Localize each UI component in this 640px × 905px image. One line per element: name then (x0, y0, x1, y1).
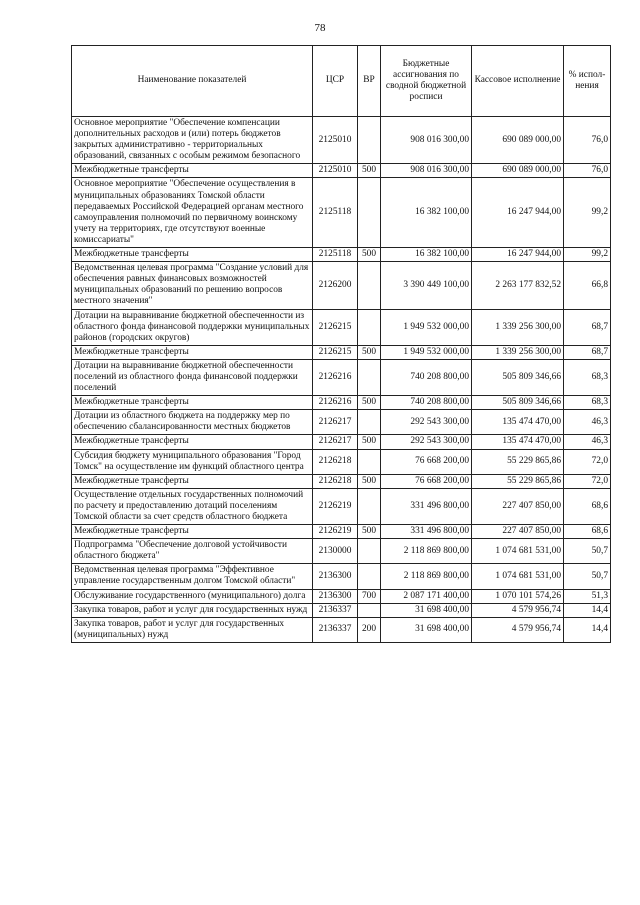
table-row (72, 474, 611, 488)
row-csr: 2126215 (313, 345, 358, 359)
row-execution: 2 263 177 832,52 (472, 262, 564, 309)
row-vr: 500 (358, 164, 381, 178)
row-budget: 908 016 300,00 (381, 117, 472, 164)
row-execution: 135 474 470,00 (472, 410, 564, 435)
row-csr: 2126219 (313, 525, 358, 539)
row-budget: 908 016 300,00 (381, 164, 472, 178)
row-name: Дотации на выравнивание бюджетной обеспеченности из областного фонда финансовой поддержки муниципальных районов (городских округов) (72, 309, 313, 345)
row-budget: 2 118 869 800,00 (381, 564, 472, 589)
row-execution: 1 339 256 300,00 (472, 345, 564, 359)
row-vr: 500 (358, 345, 381, 359)
table-row (72, 164, 611, 178)
row-vr (358, 410, 381, 435)
row-vr (358, 309, 381, 345)
row-percent: 76,0 (564, 164, 611, 178)
header-csr: ЦСР (313, 46, 358, 117)
row-percent: 51,3 (564, 589, 611, 603)
row-csr: 2130000 (313, 539, 358, 564)
row-name: Межбюджетные трансферты (72, 345, 313, 359)
row-vr: 500 (358, 435, 381, 449)
table-body (72, 117, 611, 643)
row-csr: 2126215 (313, 309, 358, 345)
row-budget: 76 668 200,00 (381, 474, 472, 488)
row-vr: 500 (358, 474, 381, 488)
row-name: Основное мероприятие "Обеспечение осуществления в муниципальных образованиях Томской области передаваемых Российской Федерацией органам местного самоуправления полномочий по первичному воинскому учету на территориях, где отсутствуют военные комиссариаты" (72, 178, 313, 248)
row-execution: 505 809 346,66 (472, 396, 564, 410)
row-name: Ведомственная целевая программа "Создание условий для обеспечения равных финансовых возможностей муниципальных образований по решению вопросов местного значения" (72, 262, 313, 309)
row-percent: 66,8 (564, 262, 611, 309)
row-vr: 200 (358, 617, 381, 642)
row-percent: 68,6 (564, 488, 611, 524)
row-budget: 1 949 532 000,00 (381, 309, 472, 345)
row-execution: 55 229 865,86 (472, 474, 564, 488)
row-vr: 500 (358, 248, 381, 262)
table-row (72, 488, 611, 524)
row-execution: 1 070 101 574,26 (472, 589, 564, 603)
row-name: Основное мероприятие "Обеспечение компенсации дополнительных расходов и (или) потерь бюджетов закрытых административно - территориальных образований, связанных с особым режимом безопасного (72, 117, 313, 164)
row-percent: 76,0 (564, 117, 611, 164)
row-csr: 2126219 (313, 488, 358, 524)
row-csr: 2136337 (313, 603, 358, 617)
row-execution: 1 074 681 531,00 (472, 564, 564, 589)
row-vr (358, 262, 381, 309)
row-budget: 16 382 100,00 (381, 178, 472, 248)
row-budget: 3 390 449 100,00 (381, 262, 472, 309)
row-budget: 331 496 800,00 (381, 525, 472, 539)
table-row (72, 435, 611, 449)
row-csr: 2126217 (313, 435, 358, 449)
row-name: Межбюджетные трансферты (72, 248, 313, 262)
table-row (72, 589, 611, 603)
row-vr (358, 359, 381, 395)
table-row (72, 564, 611, 589)
row-budget: 292 543 300,00 (381, 410, 472, 435)
row-execution: 55 229 865,86 (472, 449, 564, 474)
row-budget: 16 382 100,00 (381, 248, 472, 262)
row-name: Дотации на выравнивание бюджетной обеспеченности поселений из областного фонда финансовой поддержки поселений (72, 359, 313, 395)
row-vr (358, 539, 381, 564)
row-execution: 135 474 470,00 (472, 435, 564, 449)
row-name: Межбюджетные трансферты (72, 435, 313, 449)
row-csr: 2126216 (313, 359, 358, 395)
page-number: 78 (314, 22, 326, 34)
row-name: Межбюджетные трансферты (72, 474, 313, 488)
row-vr: 500 (358, 525, 381, 539)
row-execution: 227 407 850,00 (472, 488, 564, 524)
table-row (72, 178, 611, 248)
row-budget: 331 496 800,00 (381, 488, 472, 524)
row-percent: 68,3 (564, 359, 611, 395)
row-budget: 740 208 800,00 (381, 396, 472, 410)
row-percent: 50,7 (564, 564, 611, 589)
row-execution: 4 579 956,74 (472, 617, 564, 642)
row-csr: 2125118 (313, 178, 358, 248)
row-csr: 2136337 (313, 617, 358, 642)
row-csr: 2126217 (313, 410, 358, 435)
table-row (72, 449, 611, 474)
table-row (72, 603, 611, 617)
row-vr (358, 117, 381, 164)
row-budget: 2 087 171 400,00 (381, 589, 472, 603)
row-percent: 68,3 (564, 396, 611, 410)
row-budget: 31 698 400,00 (381, 617, 472, 642)
row-vr (358, 449, 381, 474)
row-percent: 68,7 (564, 309, 611, 345)
row-vr: 500 (358, 396, 381, 410)
row-percent: 46,3 (564, 435, 611, 449)
row-execution: 4 579 956,74 (472, 603, 564, 617)
table-row (72, 410, 611, 435)
row-execution: 16 247 944,00 (472, 178, 564, 248)
budget-execution-table (71, 45, 611, 643)
row-budget: 292 543 300,00 (381, 435, 472, 449)
row-name: Субсидия бюджету муниципального образования "Город Томск" на осуществление им функций областного центра (72, 449, 313, 474)
row-percent: 14,4 (564, 617, 611, 642)
table-row (72, 248, 611, 262)
row-name: Межбюджетные трансферты (72, 525, 313, 539)
row-percent: 99,2 (564, 178, 611, 248)
row-csr: 2126216 (313, 396, 358, 410)
row-execution: 227 407 850,00 (472, 525, 564, 539)
row-budget: 740 208 800,00 (381, 359, 472, 395)
table-row (72, 309, 611, 345)
row-percent: 50,7 (564, 539, 611, 564)
table-row (72, 539, 611, 564)
row-vr (358, 564, 381, 589)
row-percent: 46,3 (564, 410, 611, 435)
row-budget: 1 949 532 000,00 (381, 345, 472, 359)
row-vr: 700 (358, 589, 381, 603)
row-budget: 76 668 200,00 (381, 449, 472, 474)
row-execution: 505 809 346,66 (472, 359, 564, 395)
row-percent: 14,4 (564, 603, 611, 617)
row-percent: 72,0 (564, 474, 611, 488)
row-csr: 2126218 (313, 474, 358, 488)
table-row (72, 359, 611, 395)
header-execution: Кассовое исполнение (472, 46, 564, 117)
row-execution: 1 074 681 531,00 (472, 539, 564, 564)
row-name: Подпрограмма "Обеспечение долговой устойчивости областного бюджета" (72, 539, 313, 564)
row-name: Осуществление отдельных государственных полномочий по расчету и предоставлению дотаций поселениям Томской области за счет средств областного бюджета (72, 488, 313, 524)
row-budget: 31 698 400,00 (381, 603, 472, 617)
table-row (72, 262, 611, 309)
row-csr: 2126200 (313, 262, 358, 309)
row-csr: 2125118 (313, 248, 358, 262)
row-name: Межбюджетные трансферты (72, 396, 313, 410)
row-name: Закупка товаров, работ и услуг для государственных нужд (72, 603, 313, 617)
row-budget: 2 118 869 800,00 (381, 539, 472, 564)
row-vr (358, 178, 381, 248)
header-vr: ВР (358, 46, 381, 117)
row-vr (358, 603, 381, 617)
table-row (72, 617, 611, 642)
row-csr: 2126218 (313, 449, 358, 474)
row-execution: 690 089 000,00 (472, 117, 564, 164)
table-header-row (72, 46, 611, 117)
table-row (72, 345, 611, 359)
row-csr: 2136300 (313, 589, 358, 603)
table-row (72, 525, 611, 539)
row-percent: 99,2 (564, 248, 611, 262)
row-name: Дотации из областного бюджета на поддержку мер по обеспечению сбалансированности местных бюджетов (72, 410, 313, 435)
header-percent: % испол-нения (564, 46, 611, 117)
row-name: Межбюджетные трансферты (72, 164, 313, 178)
row-csr: 2125010 (313, 164, 358, 178)
row-percent: 72,0 (564, 449, 611, 474)
row-csr: 2136300 (313, 564, 358, 589)
row-execution: 1 339 256 300,00 (472, 309, 564, 345)
table-row (72, 396, 611, 410)
row-csr: 2125010 (313, 117, 358, 164)
table-row (72, 117, 611, 164)
row-vr (358, 488, 381, 524)
header-budget: Бюджетные ассигнования по сводной бюджетной росписи (381, 46, 472, 117)
row-percent: 68,6 (564, 525, 611, 539)
row-name: Ведомственная целевая программа "Эффективное управление государственным долгом Томской области" (72, 564, 313, 589)
row-name: Обслуживание государственного (муниципального) долга (72, 589, 313, 603)
header-name: Наименование показателей (72, 46, 313, 117)
row-execution: 16 247 944,00 (472, 248, 564, 262)
row-execution: 690 089 000,00 (472, 164, 564, 178)
row-percent: 68,7 (564, 345, 611, 359)
row-name: Закупка товаров, работ и услуг для государственных (муниципальных) нужд (72, 617, 313, 642)
